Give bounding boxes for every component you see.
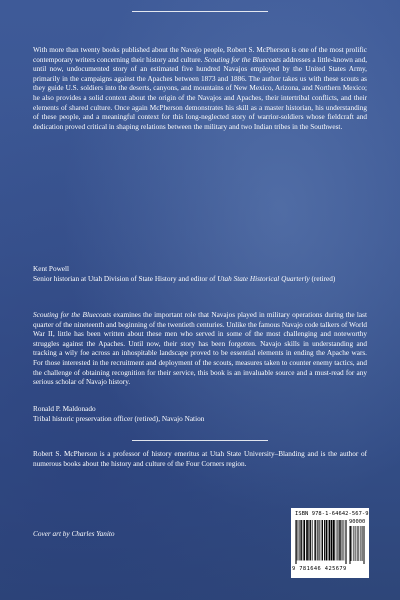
barcode-bar: [355, 526, 356, 561]
barcode-bar: [345, 520, 346, 564]
barcode-bar: [310, 520, 311, 560]
barcode-bar: [315, 520, 316, 560]
barcode-bar: [351, 526, 352, 561]
middle-divider: [132, 440, 268, 441]
barcode-bar: [361, 526, 362, 561]
barcode-bar: [358, 526, 359, 561]
reviewer-1-role-a: Senior historian at Utah Division of State History and editor of: [33, 274, 218, 283]
barcode-bar: [321, 520, 322, 560]
barcode-bar: [339, 520, 340, 560]
barcode-bar: [349, 526, 350, 564]
reviewer-1-role: [33, 275, 367, 285]
barcode-bar: [303, 520, 305, 560]
blurb-2-book-title: Scouting for the Bluecoats: [33, 311, 112, 319]
barcode-bar: [317, 520, 318, 560]
barcode-bar: [364, 526, 365, 564]
review-blurb-1: [33, 46, 367, 132]
reviewer-1-role-b: (retired): [309, 274, 336, 283]
ean-digits: 9 781646 425679: [292, 566, 347, 572]
barcode-bar: [336, 520, 337, 560]
reviewer-2-name: Ronald P. Maldonado: [33, 405, 96, 413]
barcode-bar: [299, 520, 300, 560]
isbn-barcode: [291, 508, 369, 578]
barcode-bar: [331, 520, 333, 560]
review-blurb-1-text: [33, 46, 367, 132]
barcode-bar: [337, 520, 338, 560]
reviewer-1: [33, 265, 367, 284]
barcode-bar: [324, 520, 325, 560]
reviewer-2: [33, 405, 367, 424]
barcode-bar: [353, 526, 354, 561]
barcode-bar: [329, 520, 331, 560]
barcode-bar: [363, 526, 364, 564]
barcode-bar: [326, 520, 328, 560]
barcode-bar: [340, 520, 341, 560]
barcode-bar: [352, 526, 353, 561]
barcode-bar: [298, 520, 299, 560]
ean-barcode-bars: [295, 520, 347, 564]
blurb-1-book-title: Scouting for the Bluecoats: [204, 55, 281, 64]
blurb-1-text-a: With more than twenty books published about the Navajo people, Robert S. McPherson is one of the most prolific contemporary writers concerning their history and culture.: [33, 46, 367, 64]
cover-credit-text: Cover art by Charles Yanito: [33, 530, 115, 538]
barcode-bar: [308, 520, 309, 560]
blurb-2-text: examines the important role that Navajos played in military operations during the last quarter of the nineteenth and beginning of the twentieth centuries. Unlike the famous Navajo code talkers of World War II, little has been written about these men who served in some of the most challenging and noteworthy struggles against the Apaches. Until now, their story has been forgotten. Navajo skills in understanding and tracking a wily foe across an inhospitable landscape proved to be essential elements in ending the Apache wars. For those interested in the recruitment and deployment of the scouts, measures taken to counter enemy tactics, and the challenge of obtaining recognition for their service, this book is an invaluable source and a must-read for any serious scholar of Navajo history.: [33, 311, 367, 387]
barcode-bar: [322, 520, 323, 560]
barcode-bar: [344, 520, 345, 560]
reviewer-1-journal: Utah State Historical Quarterly: [217, 274, 310, 283]
review-blurb-2: [33, 311, 367, 388]
barcode-bar: [357, 526, 358, 561]
author-bio-text: Robert S. McPherson is a professor of history emeritus at Utah State University–Blanding and is the author of numerous books about the history and culture of the Four Corners region.: [33, 450, 367, 468]
addon-barcode-bars: [349, 526, 365, 564]
barcode-bar: [314, 520, 315, 560]
barcode-bar: [333, 520, 335, 560]
blurb-1-text-b: addresses a little-known and, until now, undocumented story of an estimated five hundred Navajos employed by the United States Army, primarily in the campaigns against the Apaches between 1873 and 1886. The author takes us with these scouts as they guide U.S. soldiers into the deserts, canyons, and mountains of New Mexico, Arizona, and Northern Mexico; he also provides a solid context about the origin of the Navajos and Apaches, their intertribal conflicts, and their elements of shared culture. Once again McPherson demonstrates his skill as a master historian, his understanding of these people, and a meaningful context for this long-neglected story of warrior-soldiers whose fieldcraft and dedication proved critical in shaping relations between the military and two Indian tribes in the Southwest.: [33, 55, 368, 131]
barcode-bar: [306, 520, 308, 560]
barcode-bar: [295, 520, 296, 564]
barcode-bar: [301, 520, 302, 560]
barcode-bar: [356, 526, 357, 561]
review-blurb-2-text: [33, 311, 367, 388]
price-code: 90000: [349, 519, 366, 525]
isbn-label: ISBN 978-1-64642-567-9: [295, 511, 369, 517]
barcode-bar: [312, 520, 313, 560]
top-divider: [132, 11, 268, 12]
barcode-bar: [360, 526, 361, 561]
barcode-bar: [343, 520, 344, 560]
barcode-bar: [346, 520, 347, 564]
barcode-bar: [297, 520, 298, 560]
barcode-bar: [350, 526, 351, 564]
reviewer-1-name: Kent Powell: [33, 265, 70, 273]
reviewer-2-role: Tribal historic preservation officer (retired), Navajo Nation: [33, 414, 205, 423]
barcode-bar: [362, 526, 363, 561]
author-bio: [33, 450, 367, 469]
barcode-bar: [296, 520, 297, 564]
barcode-bar: [319, 520, 320, 560]
